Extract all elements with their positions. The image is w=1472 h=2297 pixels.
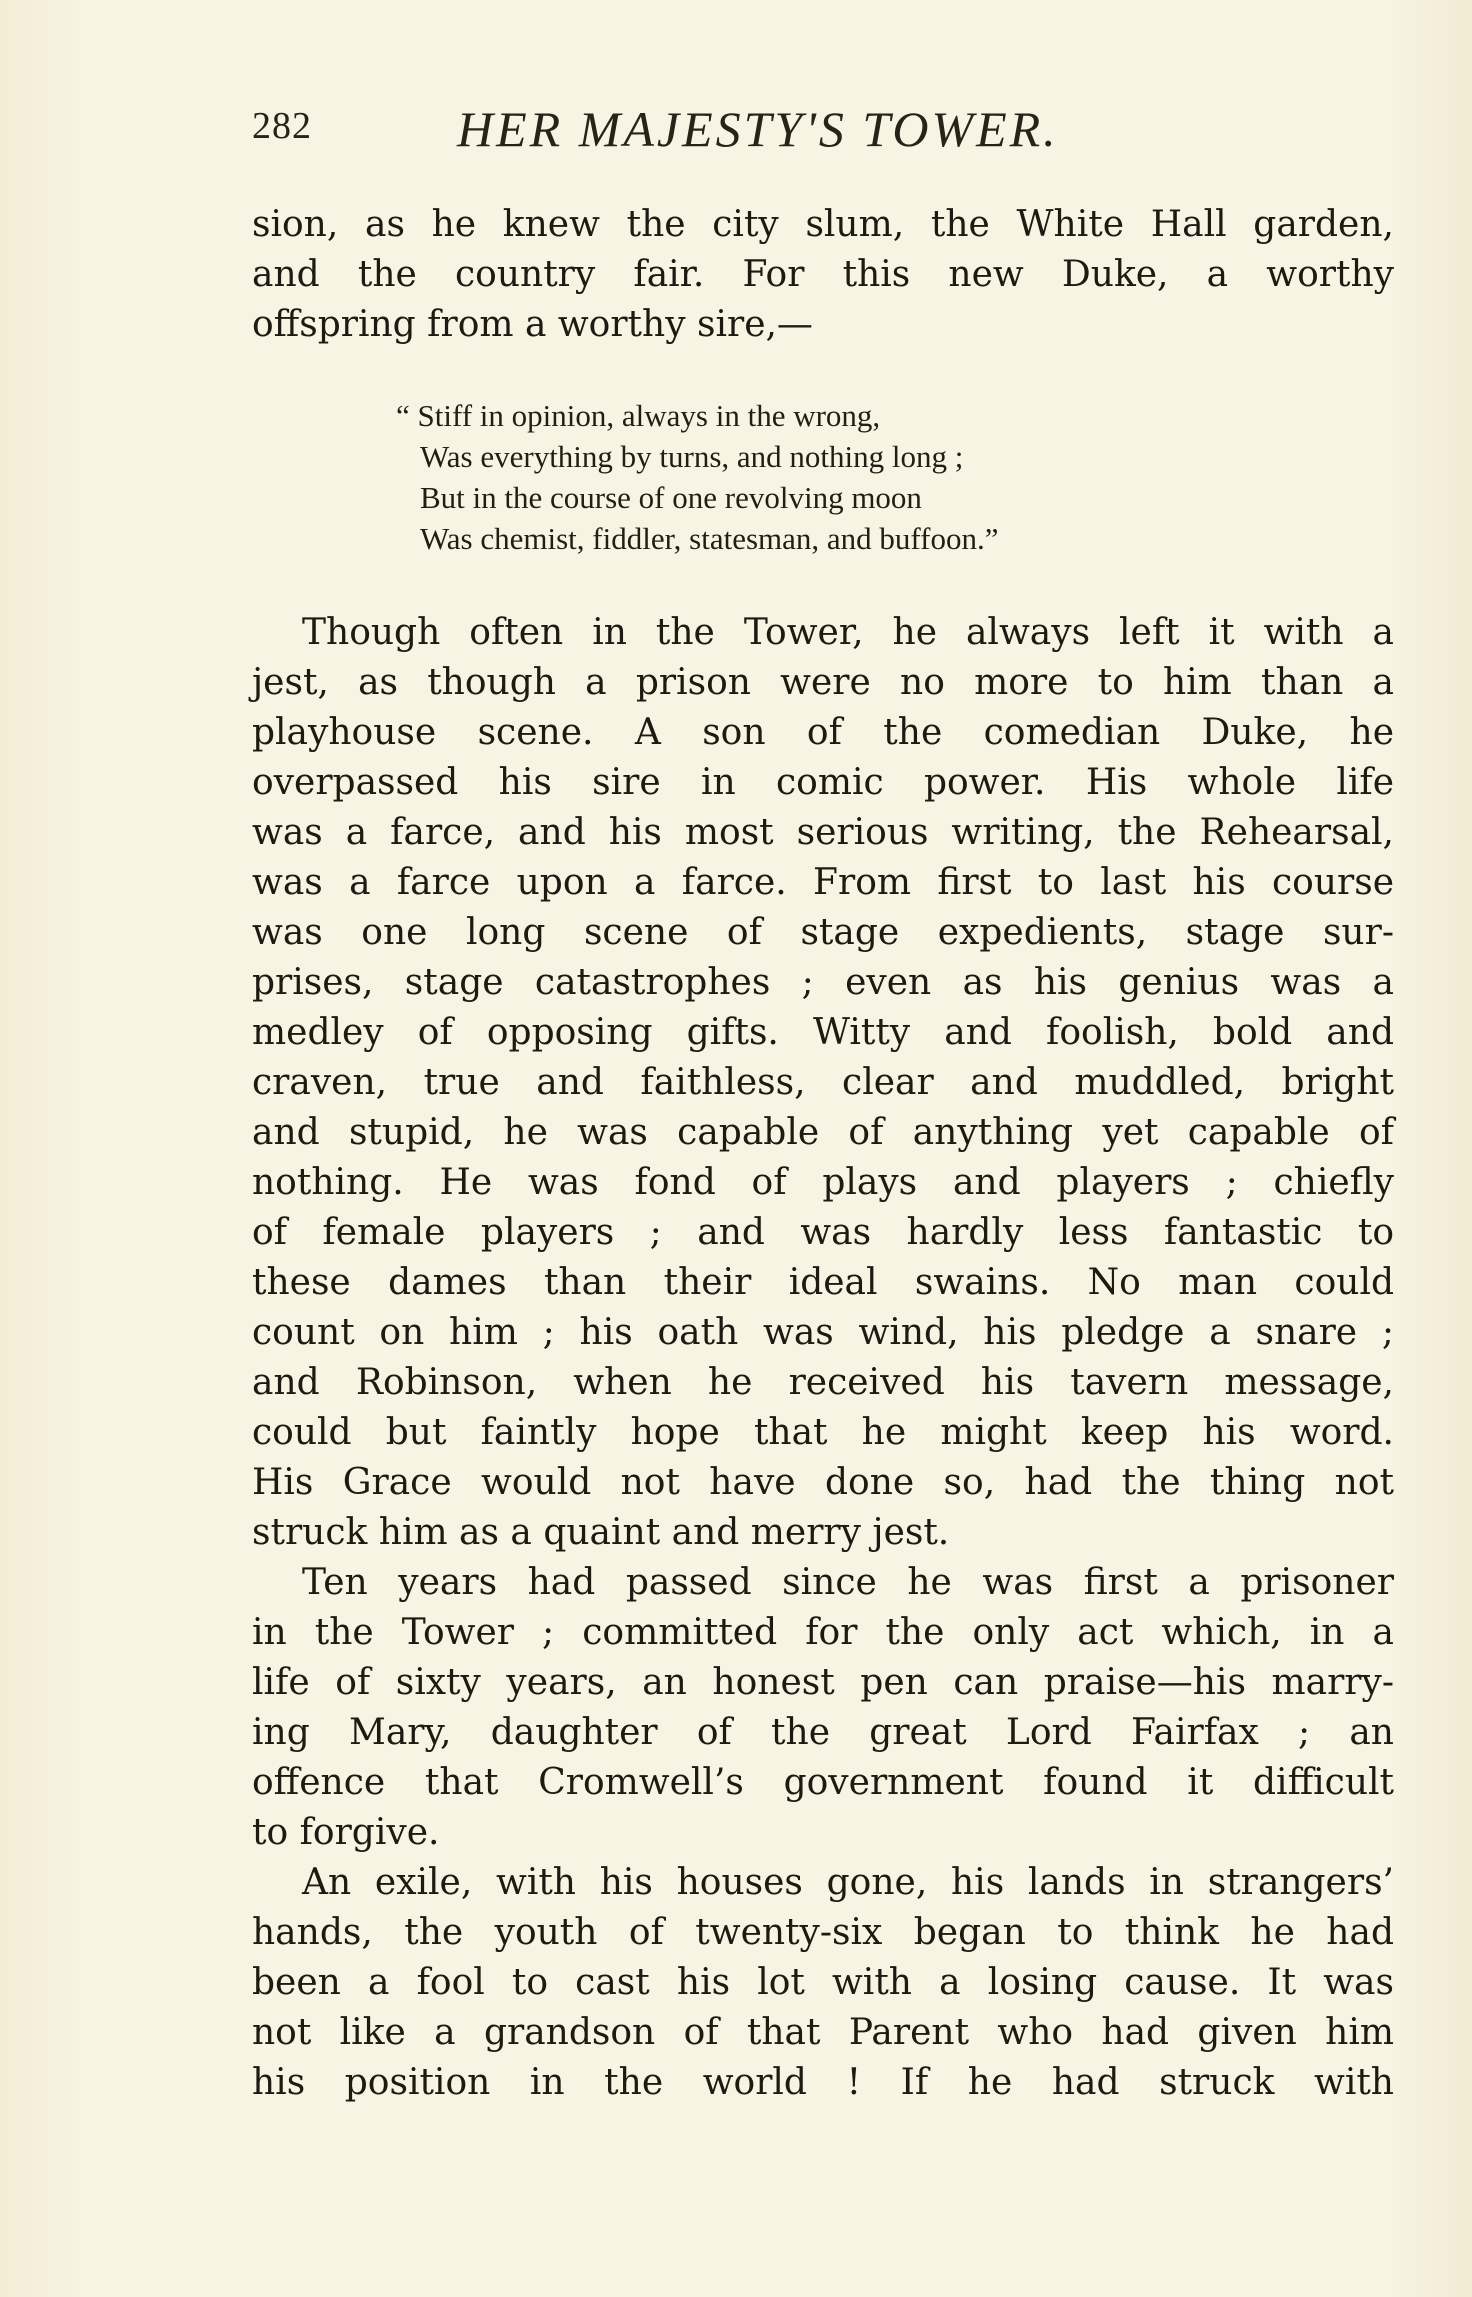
text-line: count on him ; his oath was wind, his pledge a snare ; [252, 1312, 1394, 1353]
text-line: of female players ; and was hardly less fantastic to [252, 1212, 1394, 1253]
text-line: sion, as he knew the city slum, the White Hall garden, [252, 204, 1394, 245]
verse-line: Was everything by turns, and nothing long ; [420, 439, 964, 474]
text-line: could but faintly hope that he might keep his word. [252, 1412, 1394, 1453]
verse-line: But in the course of one revolving moon [420, 480, 922, 515]
text-line: was one long scene of stage expedients, stage sur- [252, 912, 1394, 953]
text-line: nothing. He was fond of plays and players ; chiefly [252, 1162, 1394, 1203]
text-line: was a farce upon a farce. From first to last his course [252, 862, 1394, 903]
running-title: HER MAJESTY'S TOWER. [457, 101, 1059, 157]
verse-quotation [396, 395, 1280, 559]
text-line: these dames than their ideal swains. No man could [252, 1262, 1394, 1303]
text-line: jest, as though a prison were no more to him than a [252, 662, 1394, 703]
text-line: and stupid, he was capable of anything yet capable of [252, 1112, 1394, 1153]
text-line: to forgive. [252, 1812, 440, 1853]
verse-line: “ Stiff in opinion, always in the wrong, [396, 398, 881, 433]
verse-line: Was chemist, fiddler, statesman, and buffoon.” [420, 521, 999, 556]
text-line: craven, true and faithless, clear and muddled, bright [252, 1062, 1394, 1103]
text-line: been a fool to cast his lot with a losing cause. It was [252, 1962, 1394, 2003]
text-line: overpassed his sire in comic power. His whole life [252, 762, 1394, 803]
text-line: and Robinson, when he received his tavern message, [252, 1362, 1394, 1403]
text-line: was a farce, and his most serious writing, the Rehearsal, [252, 812, 1394, 853]
text-line: his position in the world ! If he had struck with [252, 2062, 1394, 2103]
text-line: ing Mary, daughter of the great Lord Fairfax ; an [252, 1712, 1394, 1753]
main-text [252, 608, 1394, 2108]
text-line: Ten years had passed since he was first a prisoner [302, 1562, 1394, 1603]
text-line: life of sixty years, an honest pen can praise—his marry- [252, 1662, 1394, 1703]
page-number: 282 [252, 105, 312, 147]
text-line: His Grace would not have done so, had the thing not [252, 1462, 1394, 1503]
text-line: offspring from a worthy sire,— [252, 304, 813, 345]
text-line: and the country fair. For this new Duke, a worthy [252, 254, 1394, 295]
text-line: in the Tower ; committed for the only act which, in a [252, 1612, 1394, 1653]
text-line: offence that Cromwell’s government found it difficult [252, 1762, 1394, 1803]
text-line: struck him as a quaint and merry jest. [252, 1512, 950, 1553]
text-line: Though often in the Tower, he always left it with a [302, 612, 1394, 653]
opening-paragraph [252, 200, 1394, 350]
page-header [252, 100, 1212, 160]
text-line: prises, stage catastrophes ; even as his genius was a [252, 962, 1394, 1003]
text-line: medley of opposing gifts. Witty and foolish, bold and [252, 1012, 1394, 1053]
text-line: hands, the youth of twenty-six began to think he had [252, 1912, 1394, 1953]
text-line: playhouse scene. A son of the comedian Duke, he [252, 712, 1394, 753]
text-line: An exile, with his houses gone, his lands in strangers’ [302, 1862, 1394, 1903]
text-line: not like a grandson of that Parent who had given him [252, 2012, 1394, 2053]
